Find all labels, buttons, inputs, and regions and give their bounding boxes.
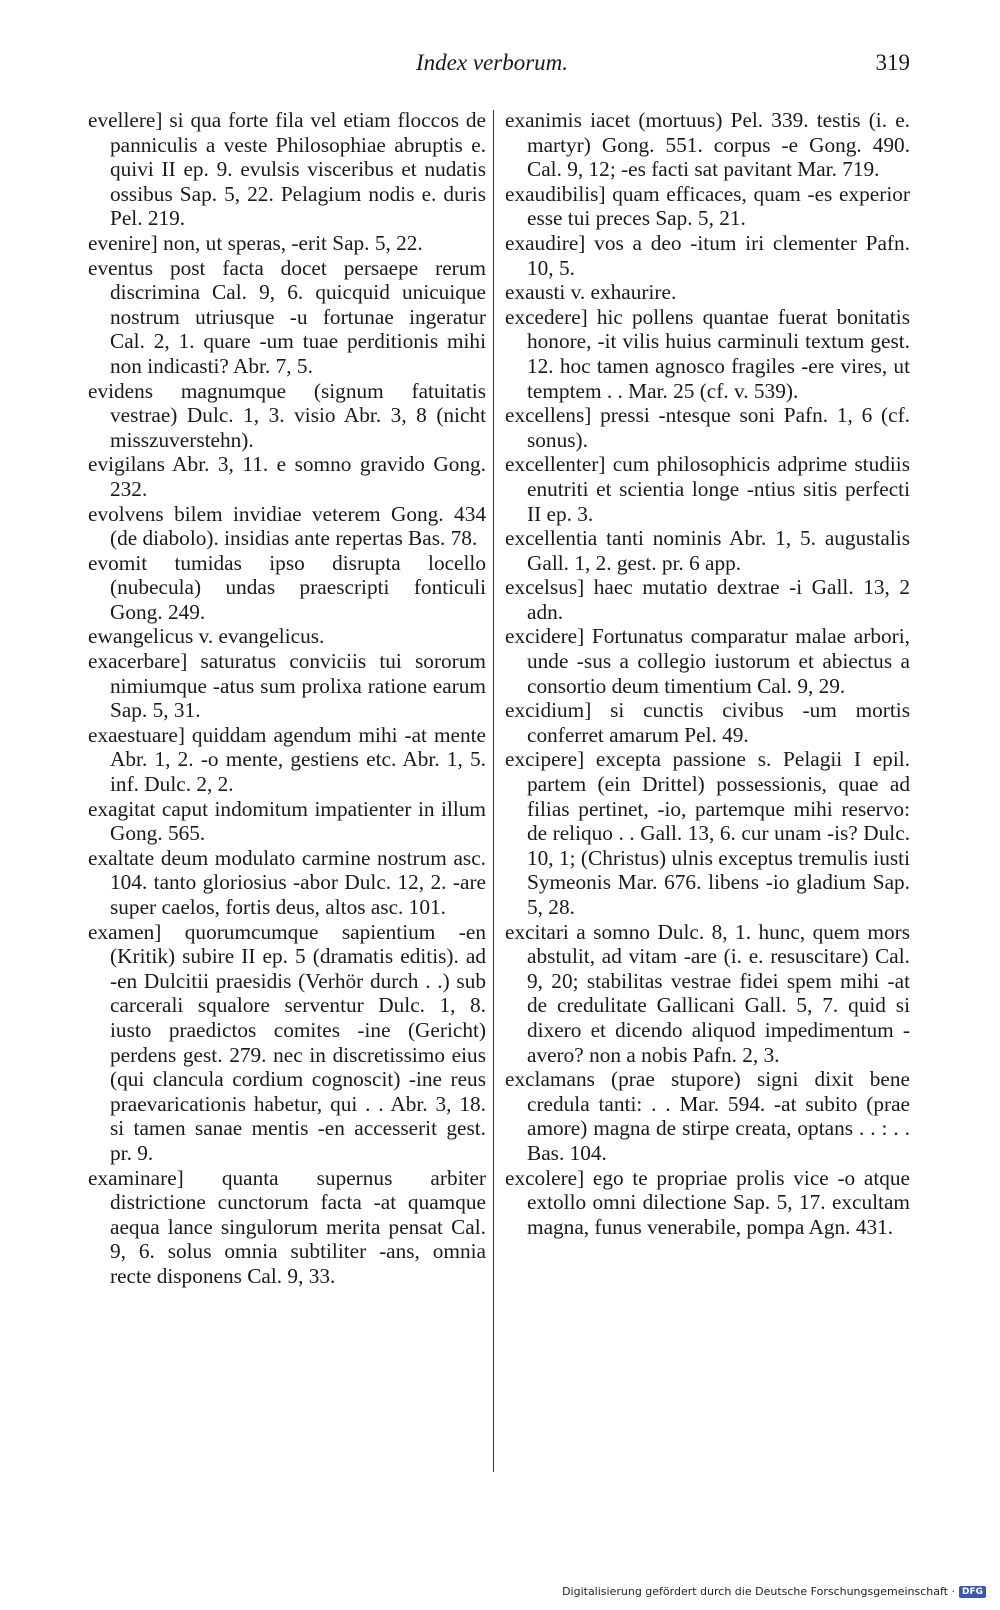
index-entry: excipere] excepta passione s. Pelagii I epil. partem (ein Drittel) possessionis, quae ad filias pertinet, -io, partemque mihi reservo: de reliquo . . Gall. 13, 6. cur unam -is? Dulc. 10, 1; (Christus) ulnis exceptus tremulis iusti Symeonis Mar. 676. libens -io gladium Sap. 5, 28. xyxy=(505,747,910,919)
index-entry: exacerbare] saturatus conviciis tui sororum nimiumque -atus sum prolixa ratione earum Sap. 5, 31. xyxy=(88,649,486,723)
index-entry: exaudire] vos a deo -itum iri clementer Pafn. 10, 5. xyxy=(505,230,910,280)
index-entry: ewangelicus v. evangelicus. xyxy=(88,624,325,649)
index-entry: excitari a somno Dulc. 8, 1. hunc, quem mors abstulit, ad vitam -are (i. e. resuscitare) Cal. 9, 20; stabilitas vestrae fidei spem mihi -at de credulitate Gallicani Gall. 5, 7. quid si dixero et dicendo aliquod impedimentum -avero? non a nobis Pafn. 2, 3. xyxy=(505,919,910,1067)
index-entry: excellenter] cum philosophicis adprime studiis enutriti et scientia longe -ntius sitis perfecti II ep. 3. xyxy=(505,452,910,526)
index-entry: excolere] ego te propriae prolis vice -o atque extollo omni dilectione Sap. 5, 17. excultam magna, funus venerabile, pompa Agn. 431. xyxy=(505,1165,910,1239)
index-entry: excidium] si cunctis civibus -um mortis conferret amarum Pel. 49. xyxy=(505,698,910,747)
column-divider xyxy=(493,110,494,1472)
index-entry: exagitat caput indomitum impatienter in illum Gong. 565. xyxy=(88,796,486,846)
page-title: Index verborum. xyxy=(416,50,569,75)
dfg-logo-icon: DFG xyxy=(959,1586,986,1598)
right-column xyxy=(505,108,910,1239)
index-entry: exaestuare] quiddam agendum mihi -at mente Abr. 1, 2. -o mente, gestiens etc. Abr. 1, 5. inf. Dulc. 2, 2. xyxy=(88,722,486,797)
left-column xyxy=(88,108,486,1289)
index-entry: excellens] pressi -ntesque soni Pafn. 1, 6 (cf. sonus). xyxy=(505,403,910,452)
index-entry: exaudibilis] quam efficaces, quam -es experior esse tui preces Sap. 5, 21. xyxy=(505,181,910,231)
index-entry: eventus post facta docet persaepe rerum discrimina Cal. 9, 6. quicquid unicuique nostrum utriusque -u fortunae ingeratur Cal. 2, 1. quare -um tuae perditionis mihi non indicasti? Abr. 7, 5. xyxy=(88,255,486,378)
digitization-credit xyxy=(562,1585,986,1598)
index-entry: evomit tumidas ipso disrupta locello (nubecula) undas praescripti fonticuli Gong. 249. xyxy=(88,550,486,624)
index-entry: exaltate deum modulato carmine nostrum asc. 104. tanto gloriosius -abor Dulc. 12, 2. -are super caelos, fortis deus, altos asc. 101. xyxy=(88,845,486,919)
index-entry: examen] quorumcumque sapientium -en (Kritik) subire II ep. 5 (dramatis editis). ad -en Dulcitii praesidis (Verhör durch . .) sub carcerali squalore serventur Dulc. 1, 8. iusto praedictos comites -ine (Gericht) perdens gest. 279. nec in discretissimo eius (qui clancula cordium cognoscit) -ine reus praevaricationis habetur, qui . . Abr. 3, 18. si tamen sanae mentis -en accesserit gest. pr. 9. xyxy=(88,919,486,1165)
index-entry: exausti v. exhaurire. xyxy=(505,280,677,305)
index-entry: evigilans Abr. 3, 11. e somno gravido Gong. 232. xyxy=(88,452,486,501)
index-entry: excidere] Fortunatus comparatur malae arbori, unde -sus a collegio iustorum et abiectus a consortio deum timentium Cal. 9, 29. xyxy=(505,624,910,698)
credit-text: Digitalisierung gefördert durch die Deutsche Forschungsgemeinschaft · xyxy=(562,1585,955,1598)
index-entry: evidens magnumque (signum fatuitatis vestrae) Dulc. 1, 3. visio Abr. 3, 8 (nicht misszuverstehn). xyxy=(88,378,486,452)
running-head xyxy=(88,50,910,84)
index-entry: examinare] quanta supernus arbiter districtione cunctorum facta -at quamque aequa lance singulorum merita pensat Cal. 9, 6. solus omnia subtiliter -ans, omnia recte disponens Cal. 9, 33. xyxy=(88,1165,486,1288)
index-entry: exanimis iacet (mortuus) Pel. 339. testis (i. e. martyr) Gong. 551. corpus -e Gong. 490. Cal. 9, 12; -es facti sat pavitant Mar. 719. xyxy=(505,108,910,182)
page-number: 319 xyxy=(875,50,910,75)
index-entry: excedere] hic pollens quantae fuerat bonitatis honore, -it vilis huius carminuli textum gest. 12. hoc tamen agnosco fragiles -ere vires, ut temptem . . Mar. 25 (cf. v. 539). xyxy=(505,304,910,403)
index-entry: exclamans (prae stupore) signi dixit bene credula tanti: . . Mar. 594. -at subito (prae amore) magna de stirpe creata, optans . . : . . Bas. 104. xyxy=(505,1067,910,1165)
index-entry: evenire] non, ut speras, -erit Sap. 5, 22. xyxy=(88,230,423,255)
index-entry: excelsus] haec mutatio dextrae -i Gall. 13, 2 adn. xyxy=(505,575,910,624)
index-entry: excellentia tanti nominis Abr. 1, 5. augustalis Gall. 1, 2. gest. pr. 6 app. xyxy=(505,526,910,575)
index-columns xyxy=(88,108,910,1478)
index-entry: evellere] si qua forte fila vel etiam floccos de panniculis a veste Philosophiae abruptis e. quivi II ep. 9. evulsis visceribus et nudatis ossibus Sap. 5, 22. Pelagium nodis e. duris Pel. 219. xyxy=(88,108,486,231)
index-entry: evolvens bilem invidiae veterem Gong. 434 (de diabolo). insidias ante repertas Bas. 78. xyxy=(88,501,486,551)
